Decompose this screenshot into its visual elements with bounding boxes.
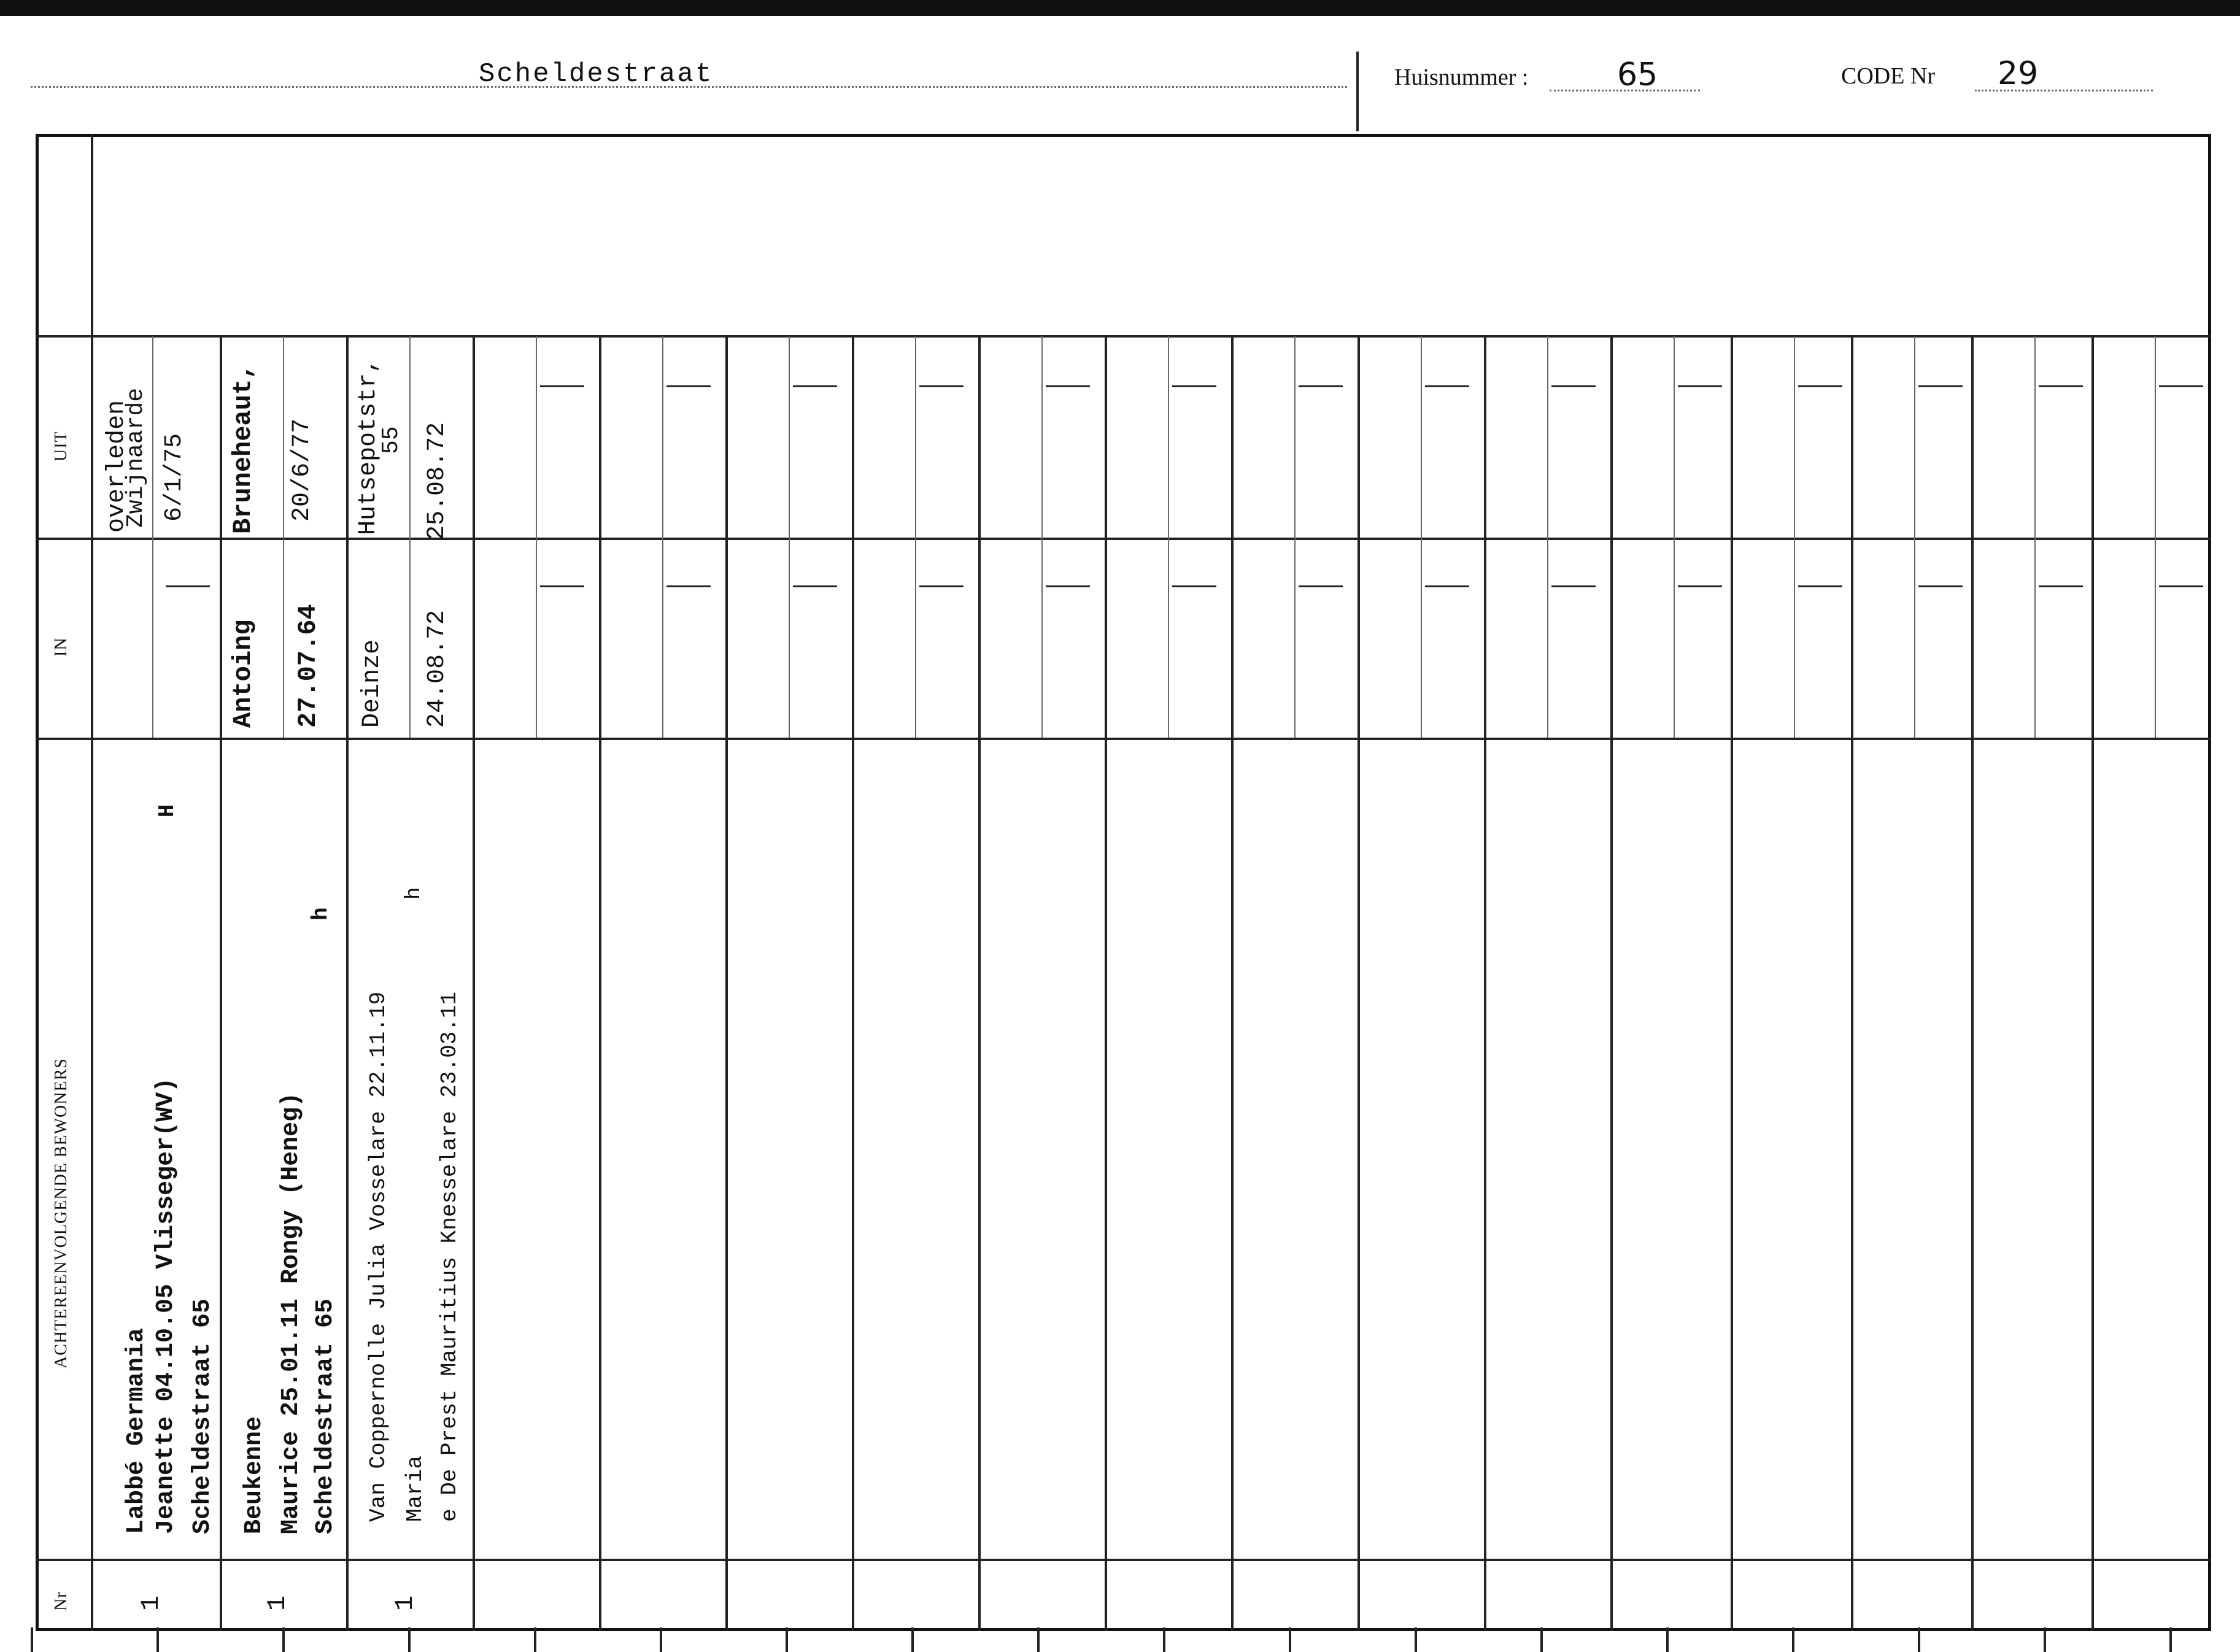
column-line xyxy=(725,335,728,1631)
column-line xyxy=(220,335,222,1631)
bottom-tick xyxy=(660,1627,662,1652)
entry-3-mark: h xyxy=(403,887,426,900)
entry-1-uit-date: 6/1/75 xyxy=(161,433,188,522)
subcolumn-line xyxy=(2155,336,2156,738)
in-empty-dash xyxy=(2159,585,2203,587)
entry-3-uit-date: 25.08.72 xyxy=(423,422,451,540)
code-label: CODE Nr xyxy=(1841,63,1936,89)
entry-3-nr: 1 xyxy=(390,1595,420,1611)
in-bewoners-line xyxy=(36,738,2211,740)
subcolumn-line xyxy=(1914,336,1915,738)
uit-in-line xyxy=(36,538,2211,540)
entry-1-uit-place: overleden xyxy=(103,399,131,533)
street-name: Scheldestraat xyxy=(479,59,714,90)
header-divider xyxy=(1356,52,1359,131)
subcolumn-line xyxy=(1674,336,1675,738)
entry-1-nr: 1 xyxy=(136,1595,166,1611)
column-line xyxy=(852,335,854,1631)
bottom-tick xyxy=(2169,1627,2172,1652)
entry-2-uit-place: Bruneheaut, xyxy=(228,363,258,534)
entry-1-name: Labbé Germania xyxy=(123,1327,150,1534)
column-line xyxy=(1851,335,1853,1631)
entry-2-mark: h xyxy=(308,907,333,921)
bottom-tick xyxy=(1037,1627,1040,1652)
column-line xyxy=(1105,335,1107,1631)
huisnummer-label: Huisnummer : xyxy=(1394,64,1529,90)
entry-2-address: Scheldestraat 65 xyxy=(312,1298,339,1534)
entry-2-name: Beukenne xyxy=(241,1416,268,1534)
entry-2-details: Maurice 25.01.11 Rongy (Heneg) xyxy=(277,1092,305,1534)
column-line xyxy=(1231,335,1234,1631)
subcolumn-line xyxy=(915,336,916,738)
in-empty-dash xyxy=(1425,585,1469,587)
in-empty-dash xyxy=(1172,585,1216,587)
entry-3-in-place: Deinze xyxy=(358,639,386,728)
scan-top-edge xyxy=(0,0,2240,16)
uit-empty-dash xyxy=(793,385,837,387)
column-line xyxy=(346,335,349,1631)
in-empty-dash xyxy=(919,585,964,587)
uit-empty-dash xyxy=(1678,385,1722,387)
uit-empty-dash xyxy=(1299,385,1343,387)
in-empty-dash xyxy=(2039,585,2083,587)
uit-row-label: UIT xyxy=(52,431,71,461)
bottom-tick xyxy=(786,1627,788,1652)
uit-empty-dash xyxy=(1046,385,1090,387)
entry-2-nr: 1 xyxy=(263,1595,292,1611)
in-empty-dash xyxy=(1551,585,1596,587)
bottom-tick xyxy=(156,1627,159,1652)
bottom-tick xyxy=(282,1627,285,1652)
subcolumn-line xyxy=(152,336,153,738)
bottom-tick xyxy=(1792,1627,1794,1652)
subcolumn-line xyxy=(1041,336,1043,738)
entry-3-spouse: e De Prest Mauritius Knesselare 23.03.11 xyxy=(437,991,462,1522)
subcolumn-line xyxy=(409,336,411,738)
bottom-tick xyxy=(1918,1627,1920,1652)
uit-empty-dash xyxy=(919,385,964,387)
subcolumn-line xyxy=(1168,336,1169,738)
bottom-tick xyxy=(911,1627,914,1652)
entry-3-in-date: 24.08.72 xyxy=(423,609,451,728)
uit-empty-dash xyxy=(666,385,711,387)
bottom-tick xyxy=(1289,1627,1291,1652)
uit-empty-dash xyxy=(540,385,584,387)
column-line xyxy=(2091,335,2094,1631)
column-line xyxy=(1731,335,1733,1631)
label-column-line xyxy=(91,134,93,1631)
entry-2-in-place: Antoing xyxy=(228,619,258,728)
in-empty-dash xyxy=(793,585,837,587)
entry-1-uit-place-2: Zwijnaarde xyxy=(123,387,149,528)
in-empty-dash xyxy=(1798,585,1842,587)
uit-empty-dash xyxy=(1172,385,1216,387)
column-line xyxy=(473,335,475,1631)
subcolumn-line xyxy=(662,336,663,738)
bottom-tick xyxy=(2044,1627,2046,1652)
in-empty-dash xyxy=(666,585,711,587)
bewoners-row-label: ACHTEREENVOLGENDE BEWONERS xyxy=(52,1058,71,1368)
in-empty-dash xyxy=(1046,585,1090,587)
code-value: 29 xyxy=(1998,55,2039,92)
entry-1-death-mark: H xyxy=(155,804,180,817)
bottom-tick xyxy=(31,1627,33,1652)
uit-empty-dash xyxy=(1551,385,1596,387)
uit-empty-dash xyxy=(1425,385,1469,387)
huisnummer-value: 65 xyxy=(1617,56,1658,93)
column-line xyxy=(1610,335,1613,1631)
uit-empty-dash xyxy=(2159,385,2203,387)
in-empty-dash xyxy=(540,585,584,587)
column-line xyxy=(1484,335,1486,1631)
subcolumn-line xyxy=(2034,336,2036,738)
bottom-tick xyxy=(534,1627,536,1652)
uit-empty-dash xyxy=(1918,385,1963,387)
column-line xyxy=(1358,335,1360,1631)
column-line xyxy=(978,335,981,1631)
entry-3-uit-place: Hutsepotstr, xyxy=(355,358,382,535)
subcolumn-line xyxy=(1294,336,1296,738)
nr-row-label: Nr xyxy=(52,1591,71,1611)
in-row-label: IN xyxy=(52,637,71,657)
bottom-tick xyxy=(1415,1627,1417,1652)
subcolumn-line xyxy=(536,336,537,738)
bewoners-nr-line xyxy=(36,1559,2211,1561)
subcolumn-line xyxy=(1794,336,1795,738)
entry-3-uit-place-2: 55 xyxy=(378,426,404,454)
uit-empty-dash xyxy=(1798,385,1842,387)
column-line xyxy=(1971,335,1974,1631)
bottom-tick xyxy=(408,1627,411,1652)
subcolumn-line xyxy=(283,336,284,738)
subcolumn-line xyxy=(1421,336,1422,738)
bottom-tick xyxy=(1666,1627,1669,1652)
column-line xyxy=(599,335,601,1631)
entry-1-details: Jeanette 04.10.05 Vlisseger(WV) xyxy=(152,1077,180,1534)
subcolumn-line xyxy=(789,336,790,738)
bottom-tick xyxy=(1540,1627,1543,1652)
entry-3-given-name: Maria xyxy=(403,1455,428,1522)
uit-empty-dash xyxy=(2039,385,2083,387)
bottom-tick xyxy=(1163,1627,1165,1652)
in-empty-dash xyxy=(1918,585,1963,587)
subcolumn-line xyxy=(1547,336,1548,738)
in-empty-dash xyxy=(1299,585,1343,587)
entry-1-in-dash xyxy=(166,585,210,587)
entry-1-address: Scheldestraat 65 xyxy=(189,1298,217,1534)
entry-2-uit-date: 20/6/77 xyxy=(288,418,316,522)
in-empty-dash xyxy=(1678,585,1722,587)
uit-top-line xyxy=(36,335,2211,338)
entry-3-name: Van Coppernolle Julia Vosselare 22.11.19 xyxy=(366,991,391,1522)
entry-2-in-date: 27.07.64 xyxy=(293,604,323,728)
